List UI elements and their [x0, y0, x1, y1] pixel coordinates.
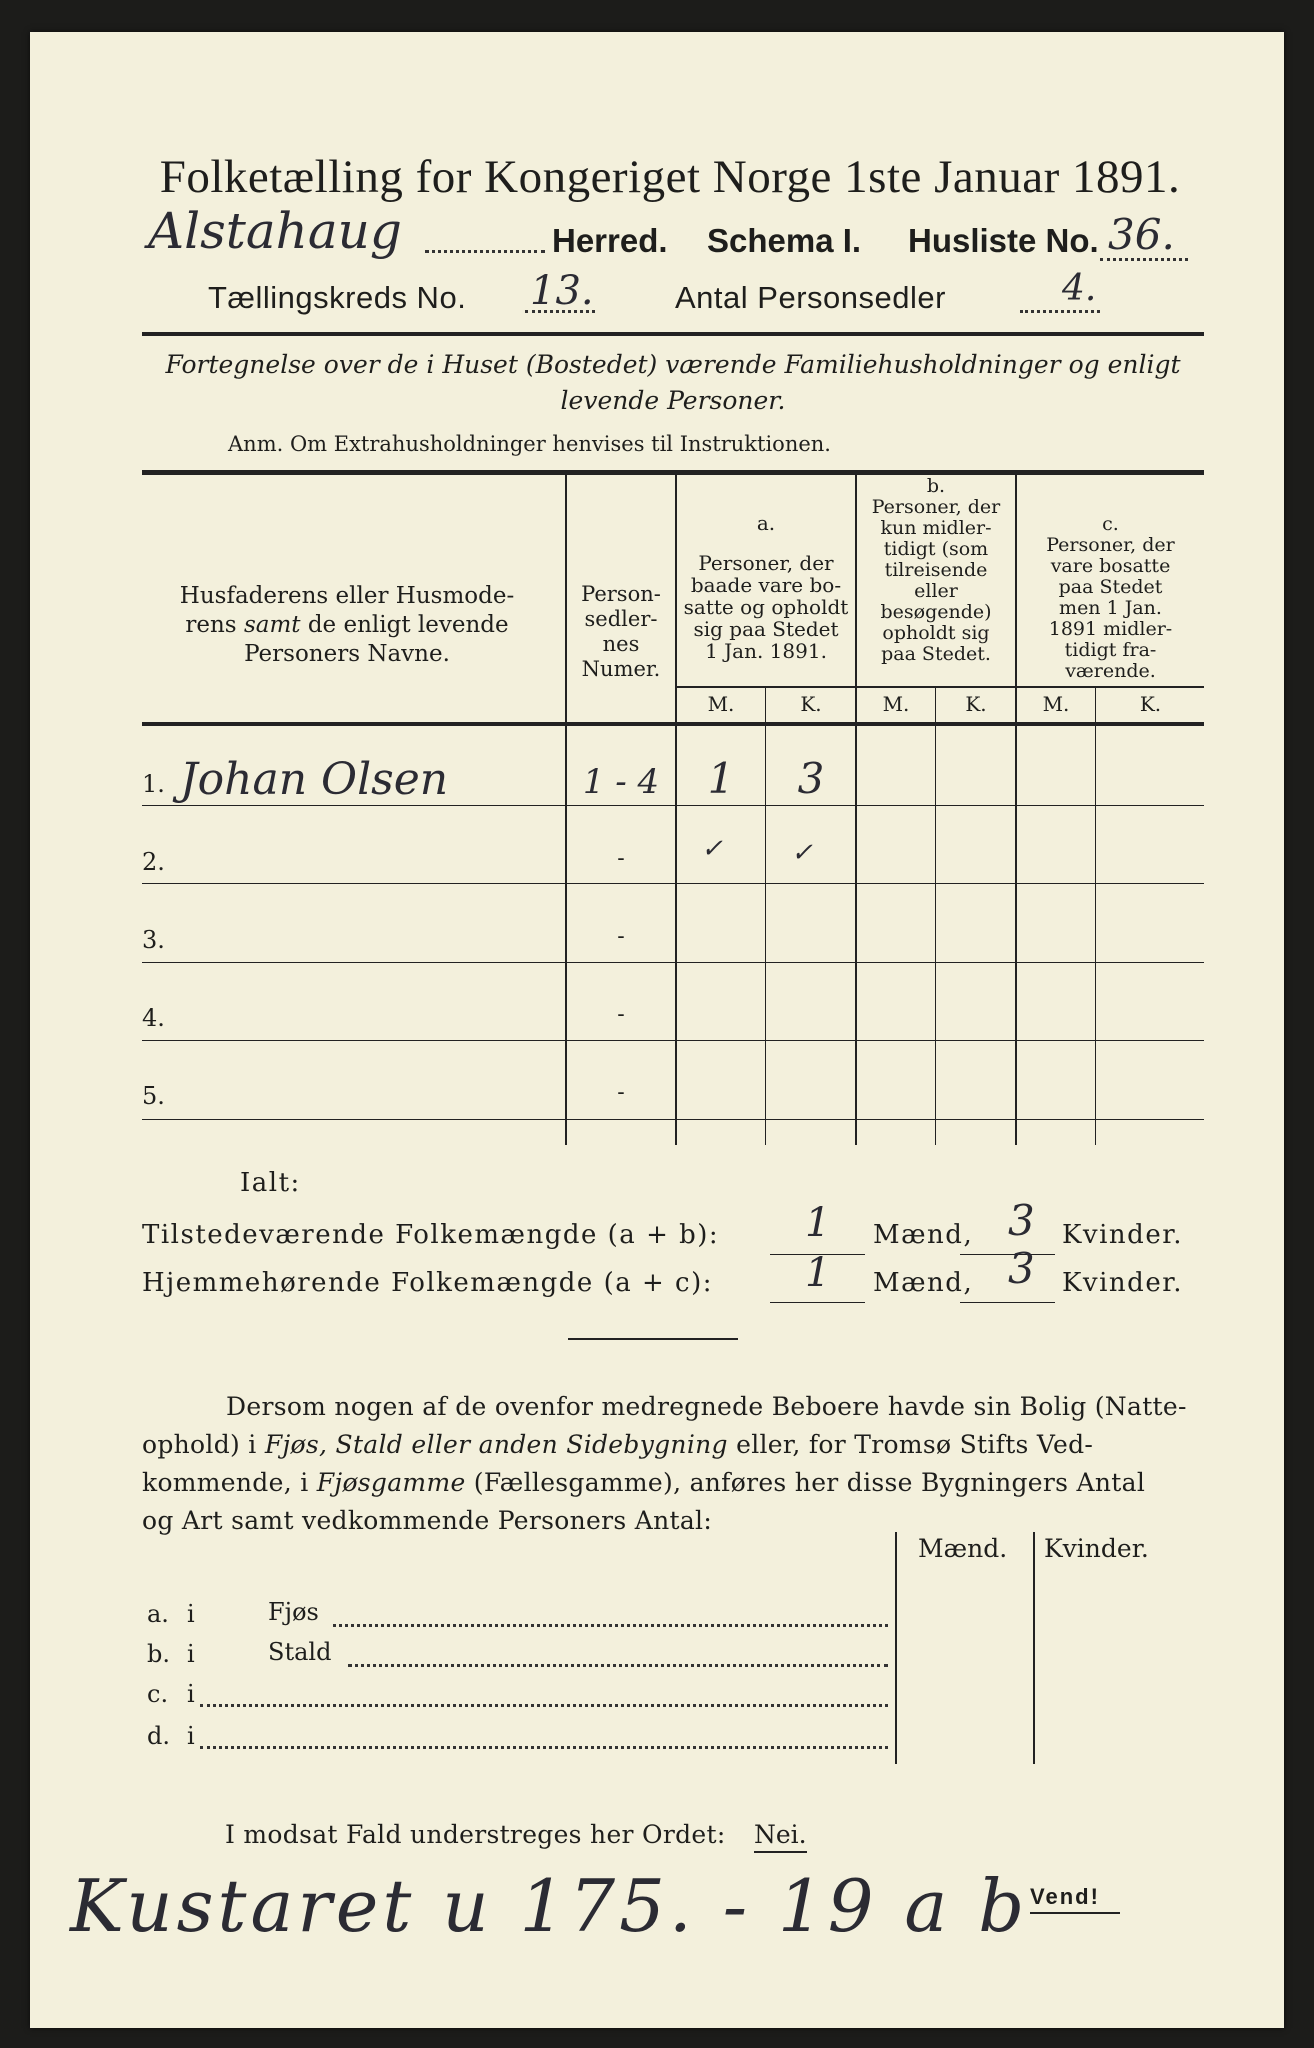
outb-row-letter: d. — [147, 1722, 170, 1750]
col-b-l8: paa Stedet. — [881, 643, 991, 665]
hjemme-kvinder-label: Kvinder. — [1062, 1268, 1184, 1298]
para-line-1: Dersom nogen af de ovenfor medregnede Beboere havde sin Bolig (Natte- — [226, 1392, 1187, 1421]
para-line-4: og Art samt vedkommende Personers Antal: — [142, 1506, 713, 1535]
row-rule-2 — [142, 883, 1204, 884]
para-line-2 — [142, 1426, 1204, 1464]
col-c-letter: c. — [1102, 513, 1119, 535]
col-a-l2: baade vare bo- — [690, 573, 842, 597]
para-l3a: kommende, i — [142, 1468, 309, 1497]
col-names-header — [142, 582, 552, 669]
row-number: 3. — [142, 926, 165, 954]
outb-row-letter: b. — [147, 1640, 170, 1668]
personsedler-numer: - — [617, 1002, 625, 1027]
nei-prefix: I modsat Fald understreges her Ordet: — [225, 1820, 726, 1849]
outb-row-i: i — [187, 1680, 195, 1708]
outb-row-label: Fjøs — [268, 1598, 319, 1626]
row-rule-5 — [142, 1119, 1204, 1120]
personsedler-numer: 1 - 4 — [582, 762, 660, 802]
col-b-l2: kun midler- — [880, 517, 992, 539]
a-mk-divider — [765, 688, 766, 1145]
vend-underline — [1030, 1912, 1120, 1914]
col-numer-header — [567, 582, 675, 682]
outb-kvinder-header: Kvinder. — [1044, 1534, 1149, 1563]
outbuildings-paragraph — [142, 1388, 1204, 1540]
col-c-l1: Personer, der — [1046, 534, 1175, 556]
vend-label: Vend! — [1030, 1884, 1100, 1909]
col-numer-l2: sedler- — [584, 607, 658, 631]
household-head-name: Johan Olsen — [180, 754, 449, 805]
ialt-label: Ialt: — [240, 1168, 301, 1198]
col-names-l2c: de enligt levende — [307, 612, 509, 638]
col-numer-l1: Person- — [581, 582, 661, 606]
personsedler-label: Antal Personsedler — [675, 280, 946, 315]
husliste-value: 36. — [1108, 210, 1175, 259]
personsedler-value: 4. — [1062, 268, 1097, 309]
a-k-header: K. — [800, 692, 822, 716]
outb-row-i: i — [187, 1600, 195, 1628]
col-a-l5: 1 Jan. 1891. — [705, 639, 827, 663]
herred-dots — [425, 250, 545, 253]
a-kvinder-value: 3 — [797, 754, 825, 803]
b-mk-divider — [935, 688, 936, 1145]
col-a-l1: Personer, der — [698, 551, 834, 575]
col-a-l3: satte og opholdt — [683, 595, 849, 619]
handwritten-note: Kustaret u 175. - 19 a b — [70, 1864, 1029, 1948]
row-number: 2. — [142, 848, 165, 876]
col-b-l3: tidigt (som — [883, 538, 989, 560]
outb-row-dots — [200, 1704, 888, 1707]
form-title: Folketælling for Kongeriget Norge 1ste Januar 1891. — [159, 151, 1181, 203]
tilstede-kvinder-label: Kvinder. — [1062, 1220, 1184, 1250]
col-c-l3: paa Stedet — [1058, 576, 1163, 598]
kreds-dots — [525, 310, 595, 313]
hjemme-maend-label: Mænd, — [873, 1268, 974, 1298]
hjemme-label: Hjemmehørende Folkemængde (a + c): — [142, 1268, 713, 1298]
personsedler-dots — [1020, 310, 1100, 313]
outb-row-i: i — [187, 1722, 195, 1750]
col-b-header — [857, 476, 1015, 665]
col-b-l4: tilreisende — [884, 559, 988, 581]
census-form-page — [30, 32, 1284, 2028]
outb-divider-1 — [895, 1532, 897, 1764]
herred-label: Herred. — [552, 222, 668, 259]
b-m-header: M. — [882, 692, 910, 716]
tilstede-label: Tilstedeværende Folkemængde (a + b): — [142, 1220, 720, 1250]
col-b-l7: opholdt sig — [882, 622, 990, 644]
a-m-header: M. — [707, 692, 735, 716]
col-c-header — [1017, 514, 1204, 682]
hjemme-maend-line — [770, 1302, 865, 1303]
col-c-l7: værende. — [1065, 660, 1156, 682]
hjemme-kvinder-value: 3 — [1008, 1244, 1035, 1293]
col-divider-1 — [565, 472, 567, 1145]
col-names-l2b: samt — [243, 612, 301, 638]
row-number: 5. — [142, 1082, 165, 1110]
personsedler-numer: - — [617, 846, 625, 871]
col-b-l6: besøgende) — [880, 601, 992, 623]
col-numer-l3: nes — [602, 632, 640, 656]
col-names-l2 — [142, 611, 552, 640]
col-a-header — [677, 512, 855, 662]
section-divider — [568, 1338, 738, 1340]
table-header-rule — [142, 722, 1204, 726]
col-b-letter: b. — [926, 475, 946, 497]
tilstede-kvinder-value: 3 — [1008, 1196, 1035, 1245]
para-l2a: ophold) i — [142, 1430, 257, 1459]
col-names-l2a: rens — [185, 612, 237, 638]
col-b-l1: Personer, der — [871, 496, 1001, 518]
tilstede-maend-label: Mænd, — [873, 1220, 974, 1250]
herred-value: Alstahaug — [148, 202, 402, 260]
para-l2c: eller, for Tromsø Stifts Ved- — [736, 1430, 1094, 1459]
col-c-l5: 1891 midler- — [1048, 618, 1173, 640]
c-m-header: M. — [1042, 692, 1070, 716]
col-names-l3: Personers Navne. — [244, 641, 450, 667]
nei-word: Nei. — [754, 1820, 807, 1853]
col-a-letter: a. — [756, 511, 776, 535]
para-l2b: Fjøs, Stald eller anden Sidebygning — [264, 1430, 728, 1459]
outb-row-dots — [200, 1746, 888, 1749]
hjemme-kvinder-line — [960, 1302, 1055, 1303]
instruction-note: Anm. Om Extrahusholdninger henvises til Instruktionen. — [228, 432, 831, 456]
a-maend-value: 1 — [707, 754, 735, 803]
outb-row-dots — [333, 1624, 888, 1627]
schema-label: Schema I. — [707, 222, 862, 259]
row-rule-1 — [142, 805, 1204, 806]
outb-maend-header: Mænd. — [918, 1534, 1008, 1563]
col-names-l1: Husfaderens eller Husmode- — [179, 583, 515, 609]
row-rule-4 — [142, 1040, 1204, 1041]
kreds-label: Tællingskreds No. — [208, 280, 467, 315]
personsedler-numer: - — [617, 924, 625, 949]
a-maend-check: ✓ — [701, 834, 723, 864]
outb-row-label: Stald — [268, 1638, 332, 1666]
kreds-value: 13. — [530, 268, 594, 314]
husliste-label: Husliste No. — [908, 222, 1099, 259]
outb-divider-2 — [1033, 1532, 1035, 1764]
para-l3c: (Fællesgamme), anføres her disse Bygningers Antal — [473, 1468, 1146, 1497]
header-rule — [142, 332, 1204, 336]
outb-row-i: i — [187, 1640, 195, 1668]
tilstede-maend-value: 1 — [805, 1200, 831, 1246]
outb-row-letter: c. — [147, 1680, 169, 1708]
c-k-header: K. — [1139, 692, 1162, 716]
col-c-l4: men 1 Jan. — [1059, 597, 1162, 619]
mk-rule — [675, 686, 1204, 688]
col-c-l6: tidigt fra- — [1064, 639, 1157, 661]
outb-row-dots — [348, 1664, 888, 1667]
row-rule-3 — [142, 962, 1204, 963]
col-a-l4: sig paa Stedet — [693, 617, 839, 641]
description-line2: levende Personer. — [560, 386, 786, 415]
husliste-dots — [1100, 258, 1188, 261]
table-top-rule — [142, 470, 1204, 475]
col-numer-l4: Numer. — [581, 657, 661, 681]
b-k-header: K. — [965, 692, 987, 716]
col-b-l5: eller — [914, 580, 958, 602]
para-line-3 — [142, 1464, 1204, 1502]
c-mk-divider — [1095, 688, 1096, 1145]
a-kvinder-check: ✓ — [791, 838, 813, 868]
col-c-l2: vare bosatte — [1050, 555, 1171, 577]
personsedler-numer: - — [617, 1080, 625, 1105]
para-l3b: Fjøsgamme — [316, 1468, 466, 1497]
hjemme-maend-value: 1 — [805, 1250, 831, 1296]
outb-row-letter: a. — [147, 1600, 169, 1628]
row-number: 4. — [142, 1004, 165, 1032]
row-number: 1. — [142, 770, 165, 798]
description-line1: Fortegnelse over de i Huset (Bostedet) værende Familiehusholdninger og enligt — [165, 350, 1181, 379]
